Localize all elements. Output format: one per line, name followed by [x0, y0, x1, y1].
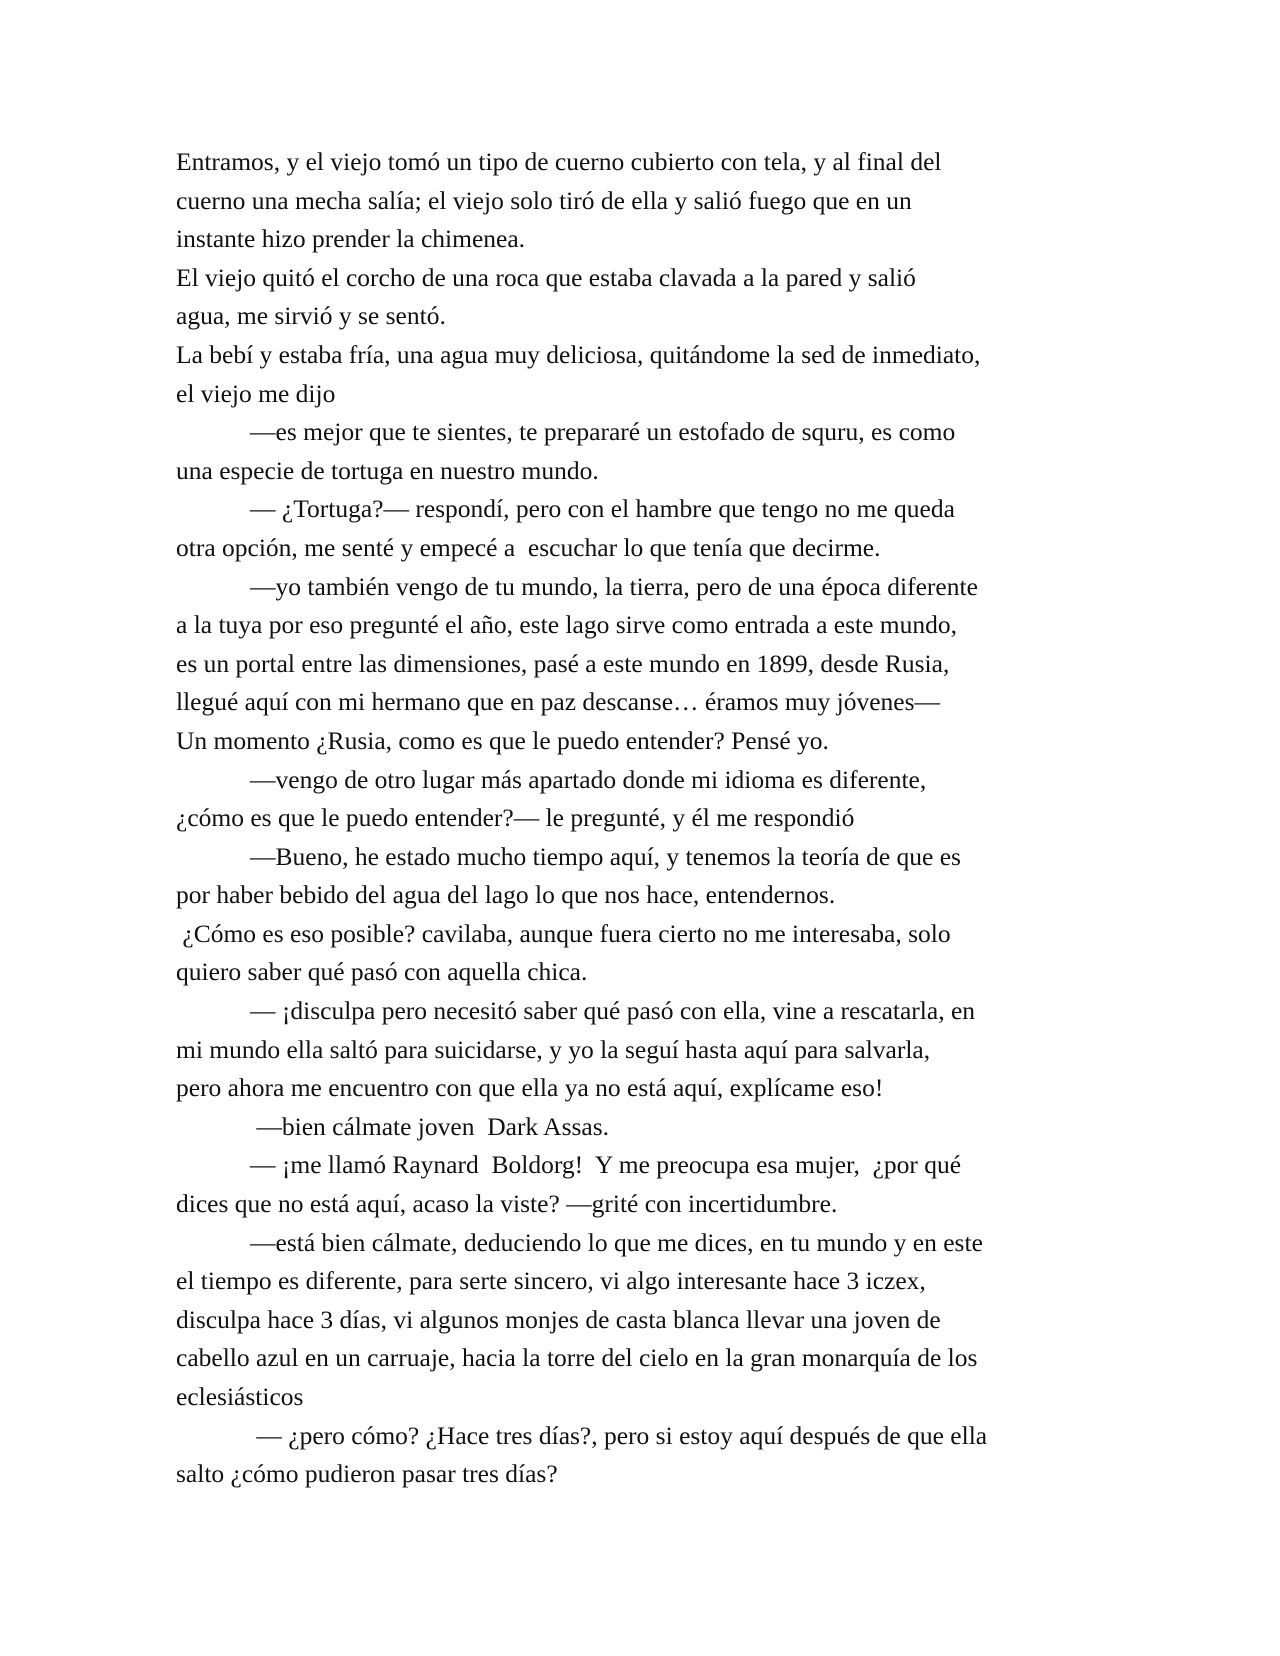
text-line: a la tuya por eso pregunté el año, este lago sirve como entrada a este mundo,	[176, 610, 958, 640]
text-line: — ¡me llamó Raynard Boldorg! Y me preocupa esa mujer, ¿por qué	[250, 1150, 962, 1180]
text-line: dices que no está aquí, acaso la viste? —grité con incertidumbre.	[176, 1189, 838, 1219]
text-line: —es mejor que te sientes, te prepararé un estofado de squru, es como	[250, 417, 956, 447]
text-line: —está bien cálmate, deduciendo lo que me dices, en tu mundo y en este	[250, 1227, 983, 1257]
text-line: por haber bebido del agua del lago lo que nos hace, entendernos.	[176, 880, 836, 910]
text-line: eclesiásticos	[176, 1382, 304, 1411]
text-line: —yo también vengo de tu mundo, la tierra, pero de una época diferente	[250, 571, 978, 601]
text-line: El viejo quitó el corcho de una roca que estaba clavada a la pared y salió	[176, 262, 916, 292]
document-page	[176, 143, 1106, 1494]
text-line: —Bueno, he estado mucho tiempo aquí, y tenemos la teoría de que es	[250, 841, 961, 871]
text-line: pero ahora me encuentro con que ella ya no está aquí, explícame eso!	[176, 1073, 884, 1103]
text-line: disculpa hace 3 días, vi algunos monjes de casta blanca llevar una joven de	[176, 1304, 941, 1334]
text-line: — ¿Tortuga?— respondí, pero con el hambre que tengo no me queda	[250, 494, 955, 524]
text-line: el tiempo es diferente, para serte sincero, vi algo interesante hace 3 iczex,	[176, 1266, 926, 1296]
text-line: mi mundo ella saltó para suicidarse, y yo la seguí hasta aquí para salvarla,	[176, 1034, 931, 1064]
text-line: — ¡disculpa pero necesitó saber qué pasó con ella, vine a rescatarla, en	[250, 996, 976, 1026]
text-line: La bebí y estaba fría, una agua muy deliciosa, quitándome la sed de inmediato,	[176, 339, 981, 369]
text-line: quiero saber qué pasó con aquella chica.	[176, 957, 588, 987]
text-line: salto ¿cómo pudieron pasar tres días?	[176, 1459, 558, 1489]
text-line: agua, me sirvió y se sentó.	[176, 301, 446, 331]
text-line: ¿Cómo es eso posible? cavilaba, aunque fuera cierto no me interesaba, solo	[176, 918, 951, 948]
text-line: Entramos, y el viejo tomó un tipo de cuerno cubierto con tela, y al final del	[176, 147, 942, 176]
text-line: otra opción, me senté y empecé a escuchar lo que tenía que decirme.	[176, 532, 881, 562]
text-line: ¿cómo es que le puedo entender?— le pregunté, y él me respondió	[176, 803, 855, 833]
text-line: —vengo de otro lugar más apartado donde mi idioma es diferente,	[250, 764, 927, 794]
text-line: —bien cálmate joven Dark Assas.	[250, 1111, 610, 1141]
text-line: cuerno una mecha salía; el viejo solo tiró de ella y salió fuego que en un	[176, 185, 912, 215]
text-line: — ¿pero cómo? ¿Hace tres días?, pero si estoy aquí después de que ella	[250, 1420, 988, 1450]
text-line: una especie de tortuga en nuestro mundo.	[176, 455, 599, 485]
text-line: llegué aquí con mi hermano que en paz descanse… éramos muy jóvenes—	[176, 687, 941, 717]
text-line: Un momento ¿Rusia, como es que le puedo entender? Pensé yo.	[176, 725, 829, 755]
text-line: instante hizo prender la chimenea.	[176, 224, 526, 254]
text-line: el viejo me dijo	[176, 378, 336, 408]
text-line: es un portal entre las dimensiones, pasé a este mundo en 1899, desde Rusia,	[176, 648, 950, 678]
text-line: cabello azul en un carruaje, hacia la torre del cielo en la gran monarquía de los	[176, 1343, 978, 1373]
